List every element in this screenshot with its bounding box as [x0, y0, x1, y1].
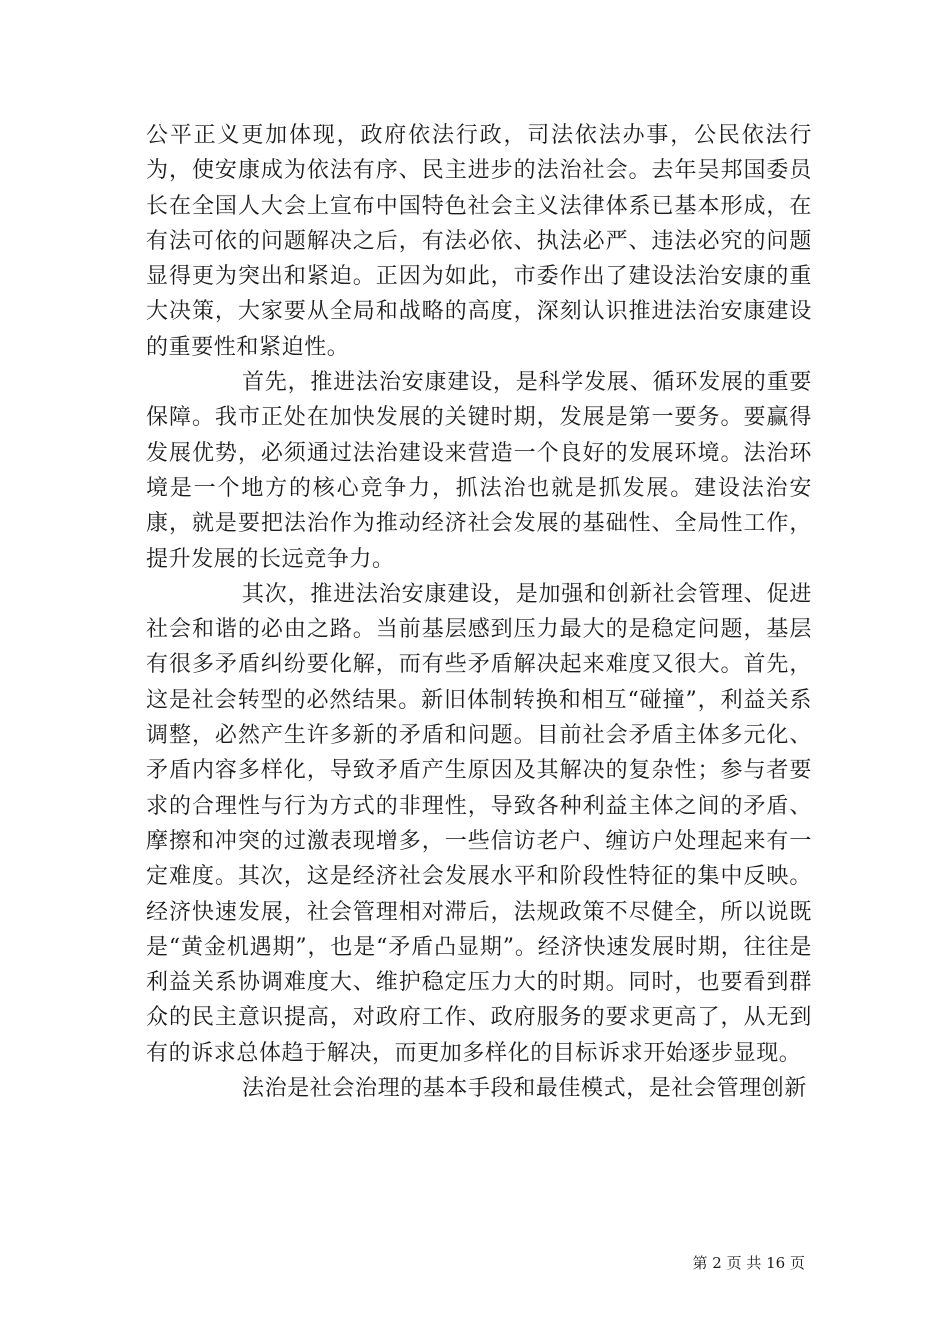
paragraph-3: 其次，推进法治安康建设，是加强和创新社会管理、促进社会和谐的必由之路。当前基层感到压力最大的是稳定问题，基层有很多矛盾纠纷要化解，而有些矛盾解决起来难度又很大。首先，这是社会转型的必然结果。新旧体制转换和相互“碰撞”，利益关系调整，必然产生许多新的矛盾和问题。目前社会矛盾主体多元化、矛盾内容多样化，导致矛盾产生原因及其解决的复杂性；参与者要求的合理性与行为方式的非理性，导致各种利益主体之间的矛盾、摩擦和冲突的过激表现增多，一些信访老户、缠访户处理起来有一定难度。其次，这是经济社会发展水平和阶段性特征的集中反映。经济快速发展，社会管理相对滞后，法规政策不尽健全，所以说既是“黄金机遇期”，也是“矛盾凸显期”。经济快速发展时期，往往是利益关系协调难度大、维护稳定压力大的时期。同时，也要看到群众的民主意识提高，对政府工作、政府服务的要求更高了，从无到有的诉求总体趋于解决，而更加多样化的目标诉求开始逐步显现。	[146, 581, 812, 1066]
paragraph-1: 公平正义更加体现，政府依法行政，司法依法办事，公民依法行为，使安康成为依法有序、民主进步的法治社会。去年吴邦国委员长在全国人大会上宣布中国特色社会主义法律体系已基本形成，在有法可依的问题解决之后，有法必依、执法必严、违法必究的问题显得更为突出和紧迫。正因为如此，市委作出了建设法治安康的重大决策，大家要从全局和战略的高度，深刻认识推进法治安康建设的重要性和紧迫性。	[146, 123, 812, 360]
paragraph-2: 首先，推进法治安康建设，是科学发展、循环发展的重要保障。我市正处在加快发展的关键时期，发展是第一要务。要赢得发展优势，必须通过法治建设来营造一个良好的发展环境。法治环境是一个地方的核心竞争力，抓法治也就是抓发展。建设法治安康，就是要把法治作为推动经济社会发展的基础性、全局性工作，提升发展的长远竞争力。	[146, 370, 812, 572]
paragraph-4: 法治是社会治理的基本手段和最佳模式，是社会管理创新	[242, 1076, 808, 1102]
document-body	[146, 118, 812, 1106]
page-number-footer: 第 2 页 共 16 页	[692, 1254, 805, 1272]
